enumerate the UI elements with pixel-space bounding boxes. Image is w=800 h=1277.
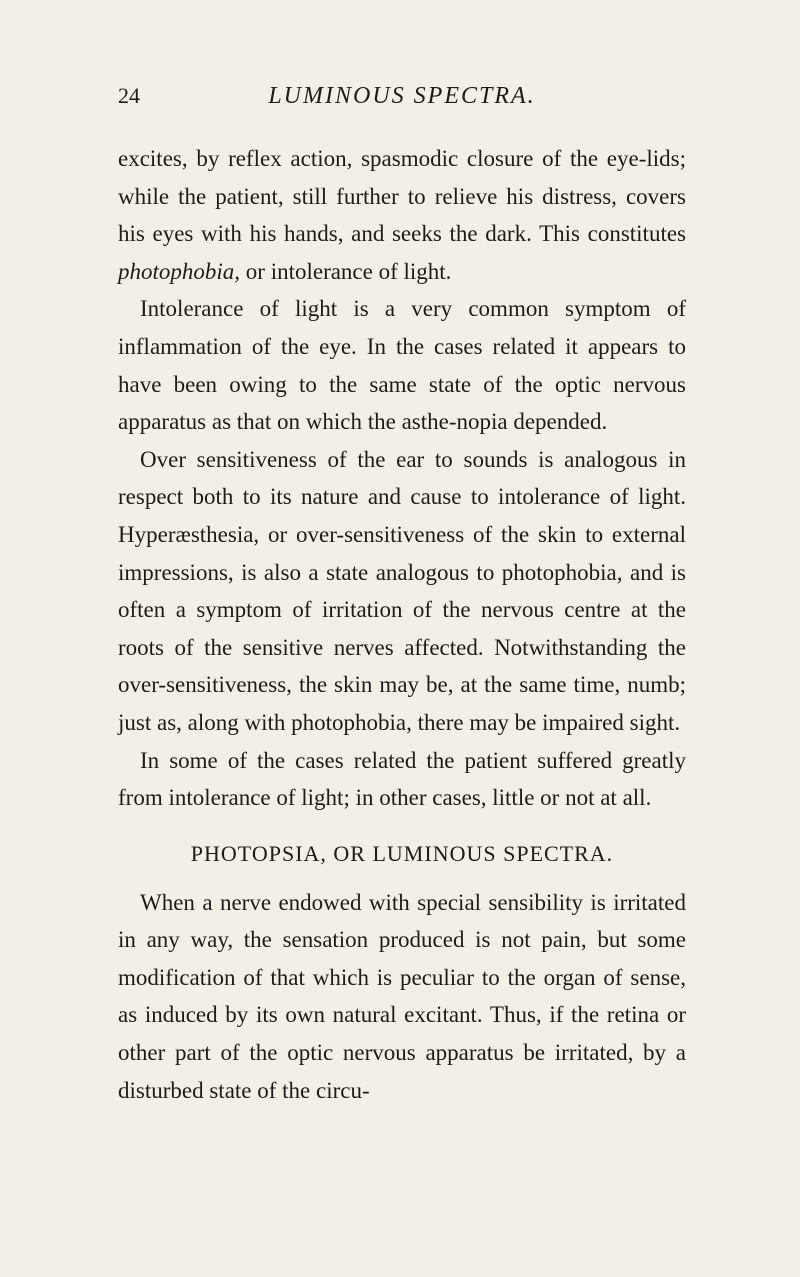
paragraph-2: Intolerance of light is a very common symptom of inflammation of the eye. In the cases related it appears to have been owing to the same state of the optic nervous apparatus as that on which the asthe-nopia depended. [118, 296, 686, 435]
body-text [118, 140, 686, 1109]
paragraph-1 [118, 140, 686, 290]
page-number: 24 [118, 83, 140, 108]
paragraph-4: In some of the cases related the patient suffered greatly from intolerance of light; in other cases, little or not at all. [118, 747, 686, 811]
page-header [118, 80, 686, 112]
running-head: LUMINOUS SPECTRA. [268, 83, 536, 109]
photophobia-term: photophobia, [118, 258, 241, 284]
section-paragraph-1: When a nerve endowed with special sensibility is irritated in any way, the sensation produced is not pain, but some modification of that which is peculiar to the organ of sense, as induced by its own natural excitant. Thus, if the retina or other part of the optic nervous apparatus be irritated, by a disturbed state of the circu- [118, 889, 686, 1103]
paragraph-1-text-after: or intolerance of light. [240, 258, 452, 284]
section-heading: PHOTOPSIA, OR LUMINOUS SPECTRA. [190, 840, 614, 866]
paragraph-3: Over sensitiveness of the ear to sounds is analogous in respect both to its nature and cause to intolerance of light. Hyperæsthesia, or over-sensitiveness of the skin to external impressions, is also a state analogous to photophobia, and is often a symptom of irritation of the nervous centre at the roots of the sensitive nerves affected. Notwithstanding the over-sensitiveness, the skin may be, at the same time, numb; just as, along with photophobia, there may be impaired sight. [118, 446, 686, 735]
paragraph-1-text-before: excites, by reflex action, spasmodic closure of the eye-lids; while the patient, still further to relieve his distress, covers his eyes with his hands, and seeks the dark. This constitutes [118, 146, 686, 247]
